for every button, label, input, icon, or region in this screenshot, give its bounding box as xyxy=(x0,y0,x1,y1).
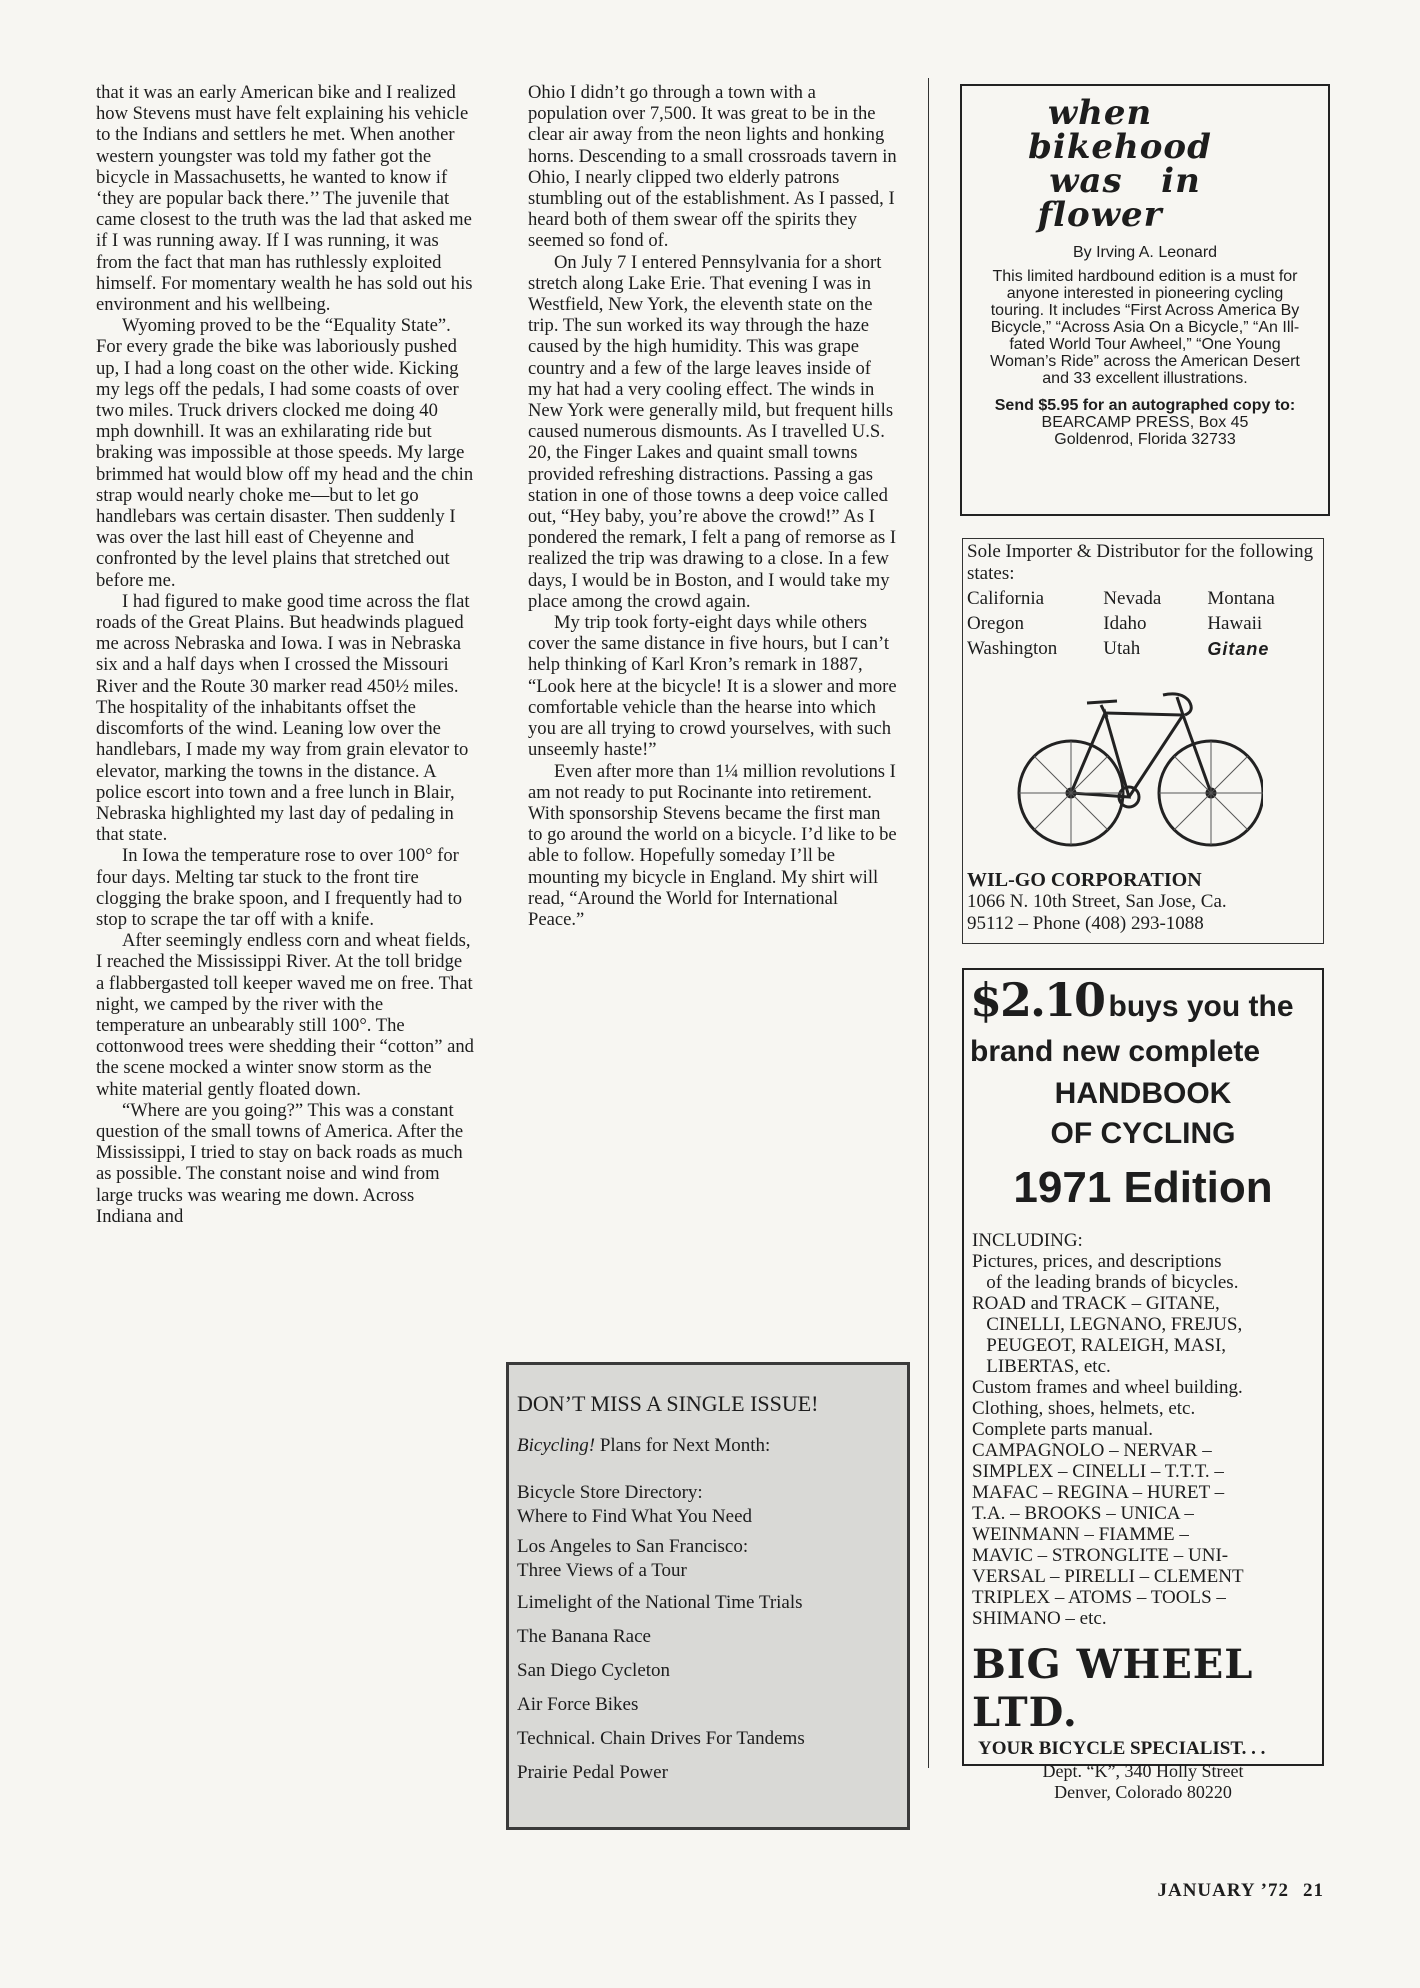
state: Montana xyxy=(1207,588,1275,609)
paragraph: Wyoming proved to be the “Equality State”. For every grade the bike was laboriously pushed up, I had a long coast on the other wide. Kicking my legs off the pedals, I had some coasts of over two miles. Truck drivers clocked me doing 40 mph downhill. It was an exhilarating ride but braking was impossible at those speeds. My large brimmed hat would blow off my head and the chin strap would nearly choke me—but to let go handlebars was certain disaster. Then suddenly I was over the last hill east of Cheyenne and confronted by the level plains that stretched out before me. xyxy=(96,315,474,591)
title-line: was in xyxy=(1049,161,1201,201)
list-item: San Diego Cycleton xyxy=(517,1660,671,1681)
contents-line: MAFAC – REGINA – HURET – xyxy=(972,1482,1225,1503)
store-tagline: YOUR BICYCLE SPECIALIST. . . xyxy=(978,1738,1266,1759)
state: Oregon xyxy=(967,613,1024,634)
contents-line: ROAD and TRACK – GITANE, xyxy=(972,1293,1220,1314)
column-divider xyxy=(928,78,929,1768)
article-column-1 xyxy=(96,82,474,1227)
store-address: Dept. “K”, 340 Holly Street xyxy=(1042,1761,1244,1781)
state: Hawaii xyxy=(1207,613,1263,634)
price-tagline: buys you the xyxy=(1108,990,1294,1023)
list-item xyxy=(517,1535,907,1583)
issue-date: JANUARY ’72 xyxy=(1157,1880,1289,1901)
article-column-2 xyxy=(528,82,898,930)
handbook-advertisement xyxy=(962,968,1324,1802)
list-item: Air Force Bikes xyxy=(517,1694,639,1715)
store-name: BIG WHEEL LTD. xyxy=(972,1641,1254,1736)
importer-advertisement xyxy=(962,538,1324,944)
contents-line: CAMPAGNOLO – NERVAR – xyxy=(972,1440,1212,1461)
handbook-contents xyxy=(964,1230,1322,1629)
handbook-title-2: OF CYCLING xyxy=(1050,1117,1236,1150)
order-instructions: Send $5.95 for an autographed copy to: xyxy=(994,397,1296,414)
contents-line: LIBERTAS, etc. xyxy=(972,1356,1111,1377)
publisher-city: Goldenrod, Florida 32733 xyxy=(1054,431,1236,448)
paragraph: I had figured to make good time across the flat roads of the Great Plains. But headwinds plagued me across Nebraska and Iowa. I was in Nebraska six and a half days when I crossed the Missouri River and the Route 30 marker read 450½ miles. The hospitality of the inhabitants offset the discomforts of the wind. Leaning low over the handlebars, I made my way from grain elevator to elevator, marking the towns in the distance. A police escort into town and a free lunch in Blair, Nebraska highlighted my last day of pedaling in that state. xyxy=(96,590,470,846)
title-line: flower xyxy=(1037,195,1163,235)
company-address: 1066 N. 10th Street, San Jose, Ca. xyxy=(967,891,1227,912)
book-description: This limited hardbound edition is a must for anyone interested in pioneering cycling touring. It includes “First Across America By Bicycle,” “Across Asia On a Bicycle,” “An Ill-fated World Tour Awheel,” “One Young Woman’s Ride” across the American Desert and 33 excellent illustrations. xyxy=(990,268,1300,387)
contents-line: Pictures, prices, and descriptions xyxy=(972,1251,1222,1272)
state: Idaho xyxy=(1103,613,1147,634)
title-line: bikehood xyxy=(1028,127,1212,167)
book-author: By Irving A. Leonard xyxy=(1072,244,1218,261)
contents-line: Custom frames and wheel building. xyxy=(972,1377,1243,1398)
page-footer xyxy=(1143,1880,1324,1902)
paragraph: that it was an early American bike and I realized how Stevens must have felt explaining his vehicle to the Indians and settlers he met. When another western youngster was told my father got the bicycle in Massachusetts, he wanted to know if ‘they are popular back there.’’ The juvenile that came closest to the truth was the lad that asked me if I was running away. If I was running, it was from the fact that man has ruthlessly exploited himself. For momentary wealth he has sold out his environment and his wellbeing. xyxy=(96,82,473,316)
paragraph: In Iowa the temperature rose to over 100° for four days. Melting tar stuck to the front tire clogging the brake spoon, and I frequently had to stop to scrape the tar off with a knife. xyxy=(96,845,463,930)
company-phone: 95112 – Phone (408) 293-1088 xyxy=(967,913,1204,934)
contents-line: SIMPLEX – CINELLI – T.T.T. – xyxy=(972,1461,1224,1482)
contents-line: TRIPLEX – ATOMS – TOOLS – xyxy=(972,1587,1226,1608)
paragraph: Even after more than 1¼ million revolutions I am not ready to put Rocinante into retirement. With sponsorship Stevens became the first man to go around the world on a bicycle. I’d like to be able to follow. Hopefully someday I’ll be mounting my bicycle in England. My shirt will read, “Around the World for International Peace.” xyxy=(528,760,897,930)
contents-line: WEINMANN – FIAMME – xyxy=(972,1524,1189,1545)
including-label: INCLUDING: xyxy=(972,1230,1083,1251)
paragraph: Ohio I didn’t go through a town with a population over 7,500. It was great to be in the clear air away from the neon lights and honking horns. Descending to a small crossroads tavern in Ohio, I nearly clipped two elderly patrons stumbling out of the establishment. As I passed, I heard both of them swear off the spirits they seemed so fond of. xyxy=(528,82,897,252)
contents-line: T.A. – BROOKS – UNICA – xyxy=(972,1503,1194,1524)
item-detail: Three Views of a Tour xyxy=(517,1560,687,1581)
tagline: brand new complete xyxy=(970,1035,1261,1068)
price-headline xyxy=(970,973,1322,1032)
table-row xyxy=(965,612,1281,637)
table-row xyxy=(965,637,1281,662)
list-item: The Banana Race xyxy=(517,1626,651,1647)
paragraph: My trip took forty-eight days while others cover the same distance in five hours, but I can’t help thinking of Karl Kron’s remark in 1887, “Look here at the bicycle! It is a slower and more comfortable vehicle than the hearse into which you are all trying to crowd yourselves, with such unseemly haste!” xyxy=(528,612,897,761)
brand-logo: Gitane xyxy=(1207,639,1270,659)
paragraph: After seemingly endless corn and wheat fields, I reached the Mississippi River. At the toll bridge a flabbergasted toll keeper waved me on free. That night, we camped by the river with the temperature an unbearably still 100°. The cottonwood trees were shedding their “cotton” and the scene mocked a winter snow storm as the white material gently floated down. xyxy=(96,930,474,1100)
list-item: Technical. Chain Drives For Tandems xyxy=(517,1728,805,1749)
list-item: Limelight of the National Time Trials xyxy=(517,1592,803,1613)
table-row xyxy=(965,587,1281,612)
contents-line: Complete parts manual. xyxy=(972,1419,1153,1440)
contents-line: MAVIC – STRONGLITE – UNI- xyxy=(972,1545,1229,1566)
next-issue-subtitle xyxy=(517,1435,907,1457)
book-advertisement xyxy=(960,84,1330,516)
paragraph: On July 7 I entered Pennsylvania for a short stretch along Lake Erie. That evening I was in Westfield, New York, the eleventh state on the trip. The sun worked its way through the haze caused by the high humidity. This was grape country and a few of the large leaves inside of my hat had a very cooling effect. The winds in New York were generally mild, but frequent hills caused numerous dismounts. As I travelled U.S. 20, the Finger Lakes and quaint small towns provided refreshing distractions. Passing a gas station in one of those towns a deep voice called out, “Hey baby, you’re above the crowd!” As I pondered the remark, I felt a pang of remorse as I realized the trip was drawing to a close. In a few days, I would be in Boston, and I would take my place among the crowd again. xyxy=(528,251,897,612)
contents-line: CINELLI, LEGNANO, FREJUS, xyxy=(972,1314,1243,1335)
item-title: Bicycle Store Directory: xyxy=(517,1482,703,1503)
distributor-info xyxy=(963,869,1327,935)
company-name: WIL-GO CORPORATION xyxy=(967,869,1202,891)
state: Nevada xyxy=(1103,588,1162,609)
contents-line: VERSAL – PIRELLI – CLEMENT xyxy=(972,1566,1244,1587)
state: California xyxy=(967,588,1045,609)
contents-line: SHIMANO – etc. xyxy=(972,1608,1107,1629)
contents-line: PEUGEOT, RALEIGH, MASI, xyxy=(972,1335,1227,1356)
magazine-name: Bicycling! xyxy=(517,1435,596,1456)
item-title: Los Angeles to San Francisco: xyxy=(517,1536,749,1557)
next-issue-box xyxy=(506,1362,910,1830)
price: $2.10 xyxy=(970,973,1105,1027)
states-table xyxy=(965,587,1281,662)
book-title xyxy=(962,93,1328,235)
edition: 1971 Edition xyxy=(1013,1163,1273,1212)
page-number: 21 xyxy=(1303,1880,1324,1901)
publisher-address: BEARCAMP PRESS, Box 45 xyxy=(1041,414,1249,431)
paragraph: “Where are you going?” This was a constant question of the small towns of America. After the Mississippi, I tried to stay on back roads as much as possible. The constant noise and wind from large trucks was wearing me down. Across Indiana and xyxy=(96,1099,464,1227)
contents-line: of the leading brands of bicycles. xyxy=(972,1272,1239,1293)
subtitle-text: Plans for Next Month: xyxy=(595,1435,771,1456)
state: Washington xyxy=(967,638,1058,659)
title-line: when xyxy=(1047,93,1153,133)
store-city: Denver, Colorado 80220 xyxy=(1054,1782,1232,1802)
importer-heading: Sole Importer & Distributor for the following states: xyxy=(967,541,1314,584)
state: Utah xyxy=(1103,638,1141,659)
next-issue-title: DON’T MISS A SINGLE ISSUE! xyxy=(517,1391,819,1416)
contents-line: Clothing, shoes, helmets, etc. xyxy=(972,1398,1196,1419)
list-item: Prairie Pedal Power xyxy=(517,1762,668,1783)
item-detail: Where to Find What You Need xyxy=(517,1506,753,1527)
handbook-title-1: HANDBOOK xyxy=(1054,1077,1232,1110)
list-item xyxy=(517,1481,907,1529)
bicycle-illustration xyxy=(1013,665,1263,865)
